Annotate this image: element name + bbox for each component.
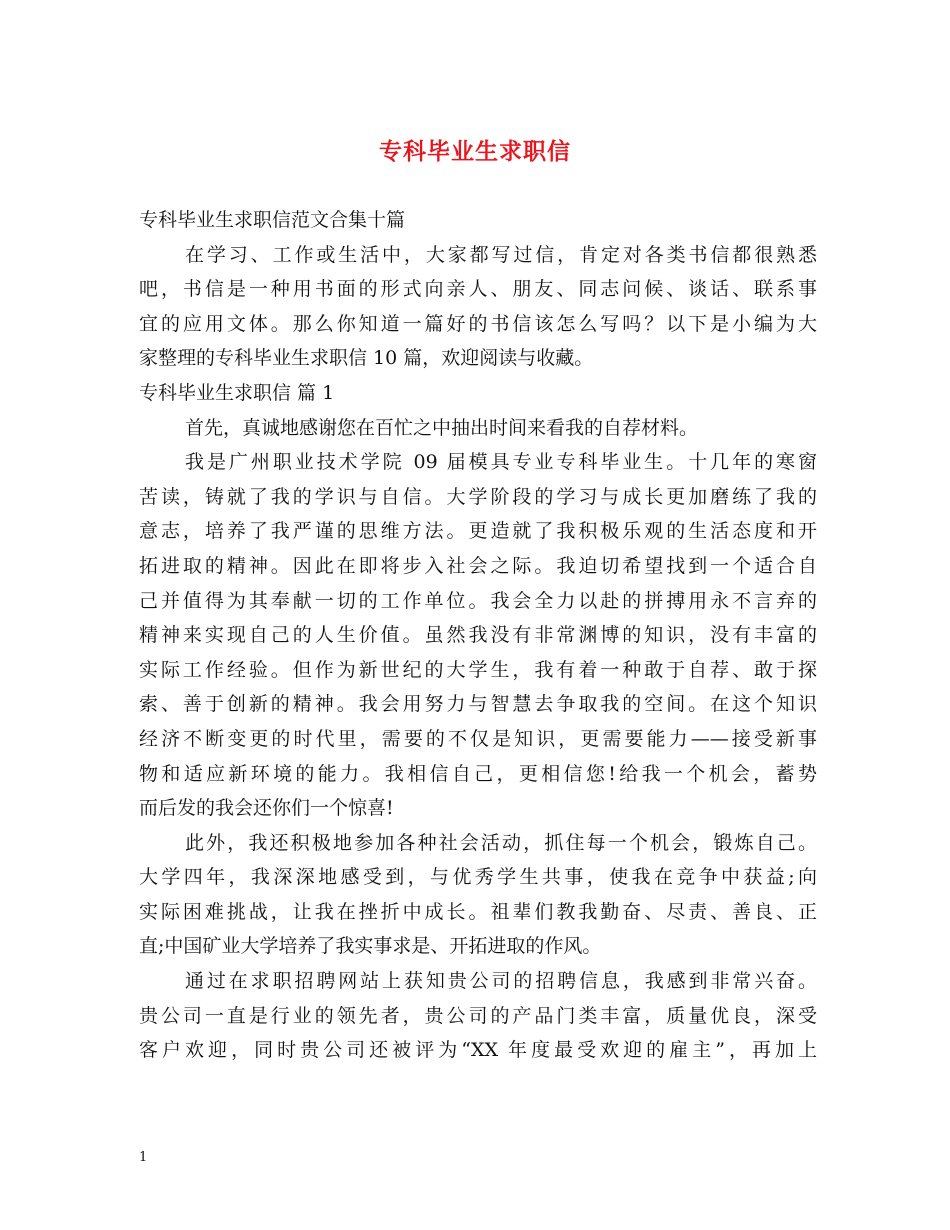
- text-line: 经济不断变更的时代里，需要的不仅是知识，更需要能力——接受新事: [139, 727, 817, 750]
- text-line: 索、善于创新的精神。我会用努力与智慧去争取我的空间。在这个知识: [139, 693, 817, 716]
- text-line: 客户欢迎，同时贵公司还被评为“XX 年度最受欢迎的雇主”，再加上: [139, 1039, 817, 1062]
- text-line: 实际困难挑战，让我在挫折中成长。祖辈们教我勤奋、尽责、善良、正: [139, 900, 817, 923]
- text-line: 拓进取的精神。因此在即将步入社会之际。我迫切希望找到一个适合自: [139, 554, 817, 577]
- document-body: [139, 203, 817, 1068]
- section-heading: 专科毕业生求职信 篇 1: [139, 381, 335, 404]
- text-line: 此外，我还积极地参加各种社会活动，抓住每一个机会，锻炼自己。: [185, 831, 817, 854]
- text-line: 在学习、工作或生活中，大家都写过信，肯定对各类书信都很熟悉: [185, 243, 817, 266]
- text-line: 己并值得为其奉献一切的工作单位。我会全力以赴的拼搏用永不言弃的: [139, 589, 817, 612]
- text-line: 直;中国矿业大学培养了我实事求是、开拓进取的作风。: [139, 935, 602, 958]
- subtitle-line: 专科毕业生求职信范文合集十篇: [139, 209, 406, 231]
- page-number: 1: [139, 1150, 148, 1165]
- text-line: 实际工作经验。但作为新世纪的大学生，我有着一种敢于自荐、敢于探: [139, 658, 817, 681]
- document-title: 专科毕业生求职信: [379, 138, 571, 165]
- text-line: 意志，培养了我严谨的思维方法。更造就了我积极乐观的生活态度和开: [139, 520, 817, 543]
- text-line: 苦读，铸就了我的学识与自信。大学阶段的学习与成长更加磨练了我的: [139, 485, 817, 508]
- text-line: 我是广州职业技术学院 09 届模具专业专科毕业生。十几年的寒窗: [185, 451, 817, 474]
- text-line: 首先，真诚地感谢您在百忙之中抽出时间来看我的自荐材料。: [185, 416, 699, 439]
- text-line: 而后发的我会还你们一个惊喜!: [139, 797, 394, 820]
- text-line: 大学四年，我深深地感受到，与优秀学生共事，使我在竞争中获益;向: [139, 866, 817, 889]
- text-line: 宜的应用文体。那么你知道一篇好的书信该怎么写吗？以下是小编为大: [139, 312, 817, 335]
- text-line: 贵公司一直是行业的领先者，贵公司的产品门类丰富，质量优良，深受: [139, 1004, 817, 1027]
- text-line: 精神来实现自己的人生价值。虽然我没有非常渊博的知识，没有丰富的: [139, 624, 817, 647]
- text-line: 通过在求职招聘网站上获知贵公司的招聘信息，我感到非常兴奋。: [185, 970, 817, 993]
- text-line: 家整理的专科毕业生求职信 10 篇，欢迎阅读与收藏。: [139, 347, 594, 370]
- text-line: 吧，书信是一种用书面的形式向亲人、朋友、同志问候、谈话、联系事: [139, 278, 817, 301]
- text-line: 物和适应新环境的能力。我相信自己，更相信您!给我一个机会，蓄势: [139, 762, 817, 785]
